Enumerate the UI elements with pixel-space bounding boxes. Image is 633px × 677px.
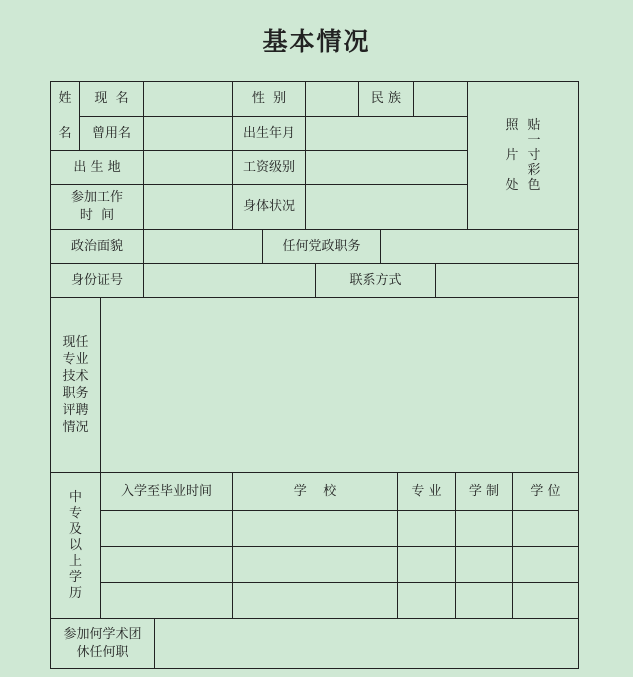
academic-groups-label-line2: 休任何职 [76, 644, 129, 660]
education-duration-header: 学 制 [468, 483, 500, 499]
political-status-label: 政治面貌 [70, 238, 123, 254]
birth-date-field[interactable] [306, 117, 467, 150]
education-major-header: 专 业 [411, 483, 442, 499]
work-start-label-line1: 参加工作 [70, 190, 123, 205]
party-position-label: 任何党政职务 [282, 238, 361, 254]
grid-line [100, 582, 579, 583]
birth-date-label: 出生年月 [242, 125, 295, 141]
name-label-char2: 名 [58, 125, 72, 141]
former-name-field[interactable] [144, 117, 232, 150]
birthplace-field[interactable] [144, 151, 232, 184]
contact-label: 联系方式 [349, 272, 402, 288]
ethnicity-field[interactable] [414, 82, 467, 116]
grid-line [100, 510, 579, 511]
education-school-header: 学 校 [293, 483, 337, 499]
id-number-label: 身份证号 [70, 272, 123, 288]
photo-label-col1: 照片处 [505, 117, 519, 193]
contact-field[interactable] [436, 264, 578, 297]
salary-grade-label: 工资级别 [242, 159, 295, 175]
health-field[interactable] [306, 185, 467, 229]
former-name-label: 曾用名 [91, 125, 131, 141]
current-name-label: 现 名 [94, 91, 129, 106]
health-label: 身体状况 [242, 199, 295, 214]
birthplace-label: 出 生 地 [73, 159, 121, 175]
current-name-field[interactable] [144, 82, 232, 116]
photo-area [468, 82, 578, 229]
grid-line [100, 546, 579, 547]
grid-line [50, 668, 579, 669]
ethnicity-label: 民 族 [370, 91, 402, 106]
salary-grade-field[interactable] [306, 151, 467, 184]
political-status-field[interactable] [144, 230, 262, 263]
work-start-field[interactable] [144, 185, 232, 229]
academic-groups-field[interactable] [155, 619, 578, 668]
education-degree-header: 学 位 [530, 483, 561, 499]
name-label-char1: 姓 [58, 91, 72, 106]
photo-label-col2: 贴一寸彩色 [527, 118, 541, 193]
academic-groups-label-line1: 参加何学术团 [63, 626, 142, 642]
title-evaluation-field[interactable] [101, 298, 578, 472]
party-position-field[interactable] [381, 230, 578, 263]
academic-groups-label [51, 619, 154, 668]
education-label: 中专及以上学历 [68, 489, 82, 601]
work-start-label [51, 185, 143, 229]
grid-line [578, 81, 579, 669]
page-title: 基本情况 [262, 27, 371, 56]
work-start-label-line2: 时 间 [79, 208, 115, 223]
id-number-field[interactable] [144, 264, 315, 297]
education-time-header: 入学至毕业时间 [120, 483, 212, 499]
gender-label: 性 别 [251, 91, 287, 106]
gender-field[interactable] [306, 82, 358, 116]
title-evaluation-label: 现任专业技术职务评聘情况 [62, 335, 89, 435]
